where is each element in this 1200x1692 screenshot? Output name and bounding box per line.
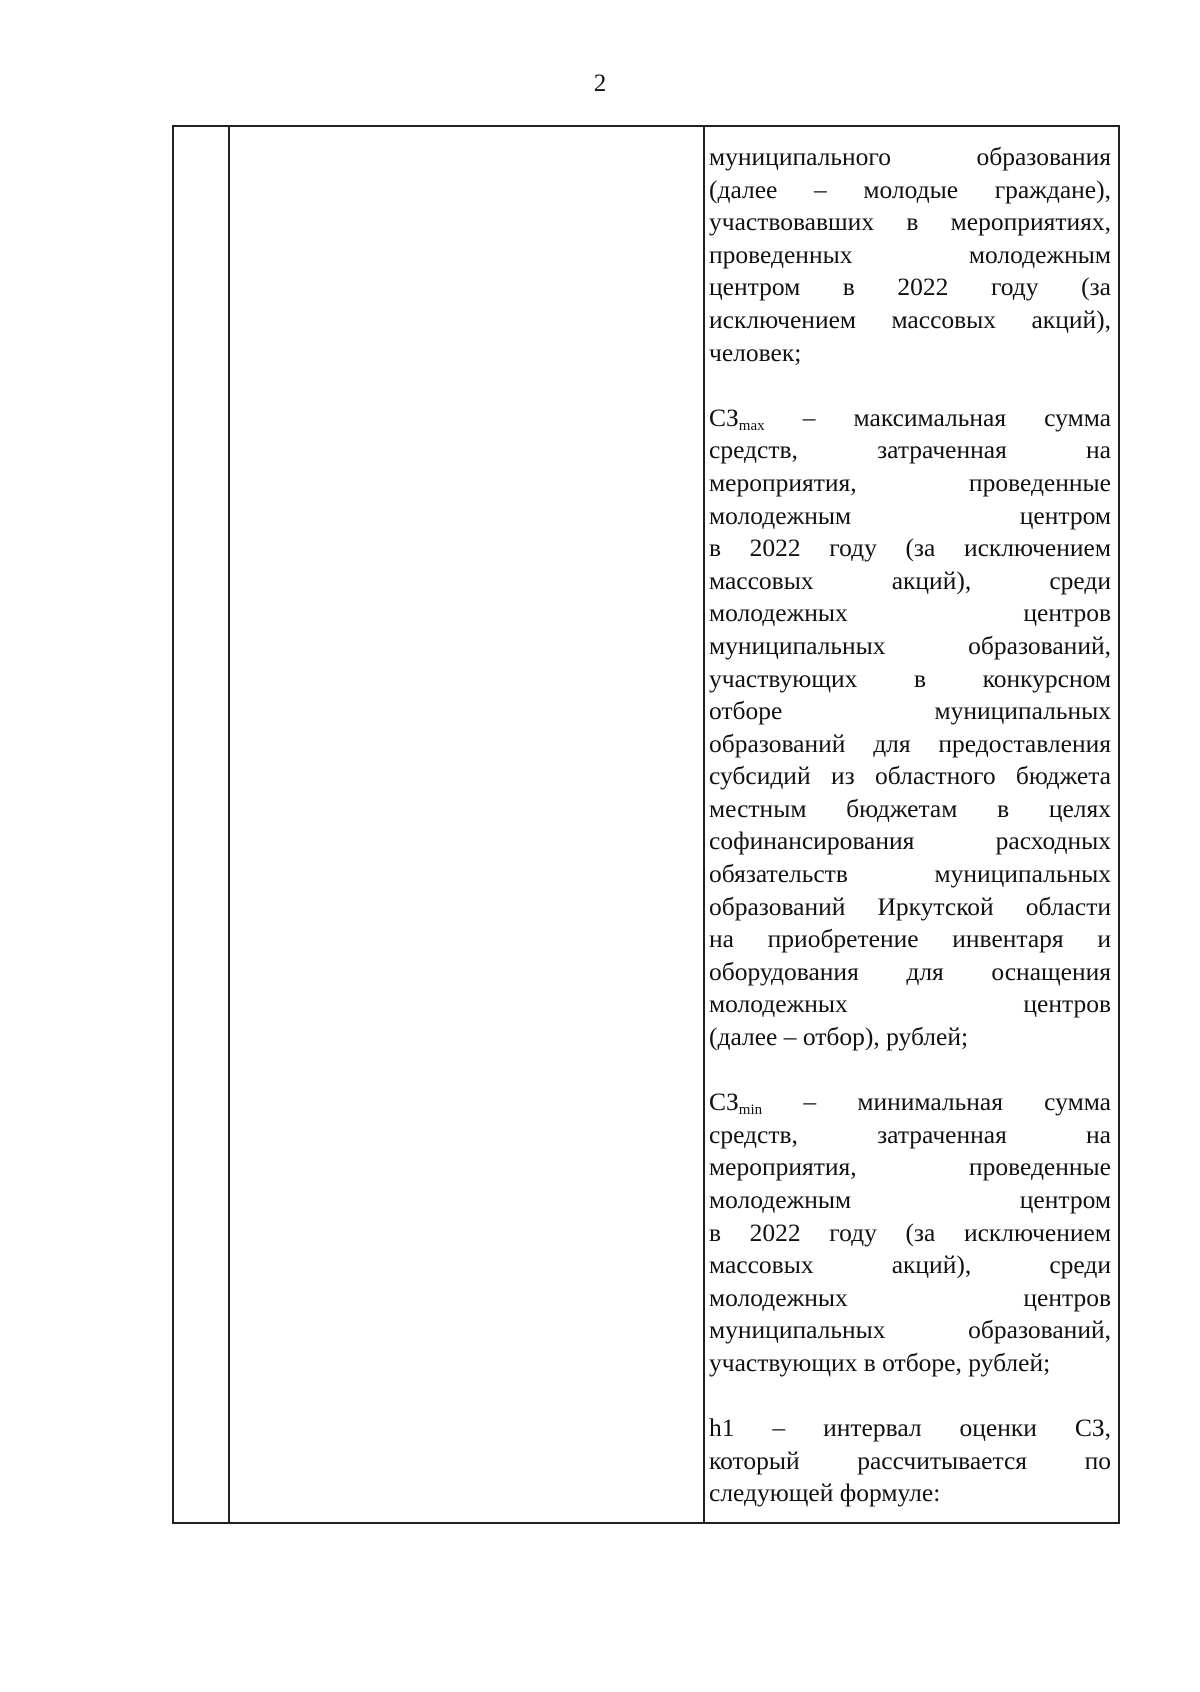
text-line: который рассчитывается по (709, 1445, 1111, 1475)
table-cell-definitions (709, 141, 1111, 1510)
text-line: оборудования для оснащения (709, 956, 1111, 986)
text-line: массовых акций), среди (709, 565, 1111, 595)
text-line: следующей формуле: (709, 1478, 941, 1508)
text-line: софинансирования расходных (709, 826, 1111, 856)
text-line: отборе муниципальных (709, 696, 1111, 726)
text-line: субсидий из областного бюджета (709, 761, 1111, 791)
text-line: (далее – молодые граждане), (709, 174, 1111, 204)
text-line: молодежных центров (709, 1282, 1111, 1312)
text-line: исключением массовых акций), (709, 304, 1111, 334)
text-line: центром в 2022 году (за (709, 272, 1111, 302)
text-line: молодежных центров (709, 989, 1111, 1019)
symbol-subscript: max (738, 417, 765, 434)
definition-lead: – максимальная сумма (764, 402, 1111, 432)
paragraph-cz-max (709, 402, 1111, 1054)
text-line: мероприятия, проведенные (709, 1152, 1111, 1182)
text-line: муниципального образования (709, 142, 1111, 171)
paragraph-young-citizens (709, 141, 1111, 369)
text-line: участвующих в конкурсном (709, 663, 1111, 693)
text-line: молодежных центров (709, 598, 1111, 628)
text-line: в 2022 году (за исключением (709, 533, 1111, 563)
symbol: СЗ (709, 402, 739, 432)
text-line: на приобретение инвентаря и (709, 924, 1111, 954)
text-line: средств, затраченная на (709, 435, 1111, 465)
column-divider-2 (703, 127, 705, 1522)
text-line: человек; (709, 337, 802, 367)
text-line: участвовавших в мероприятиях, (709, 207, 1111, 237)
text-line: муниципальных образований, (709, 630, 1111, 660)
text-line: образований для предоставления (709, 728, 1111, 758)
symbol: СЗ (709, 1087, 739, 1117)
symbol-subscript: min (738, 1102, 763, 1119)
text-line: участвующих в отборе, рублей; (709, 1347, 1051, 1377)
text-line: h1 – интервал оценки СЗ, (709, 1413, 1111, 1443)
text-line: мероприятия, проведенные (709, 467, 1111, 497)
definition-lead: – минимальная сумма (762, 1087, 1111, 1117)
column-divider-1 (228, 127, 230, 1522)
text-line: молодежным центром (709, 1185, 1111, 1214)
page-number: 2 (593, 70, 607, 97)
table (172, 125, 1120, 1524)
definition-first-line (709, 402, 1111, 435)
definition-first-line (709, 1086, 1111, 1119)
text-line: в 2022 году (за исключением (709, 1217, 1111, 1247)
text-line: средств, затраченная на (709, 1119, 1111, 1149)
text-line: массовых акций), среди (709, 1250, 1111, 1280)
paragraph-h1-interval (709, 1412, 1111, 1510)
text-line: муниципальных образований, (709, 1315, 1111, 1345)
text-line: проведенных молодежным (709, 239, 1111, 269)
text-line: образований Иркутской области (709, 891, 1111, 921)
paragraph-cz-min (709, 1086, 1111, 1379)
text-line: обязательств муниципальных (709, 859, 1111, 889)
text-line: молодежным центром (709, 500, 1111, 530)
text-line: местным бюджетам в целях (709, 793, 1111, 823)
text-line: (далее – отбор), рублей; (709, 1022, 969, 1052)
